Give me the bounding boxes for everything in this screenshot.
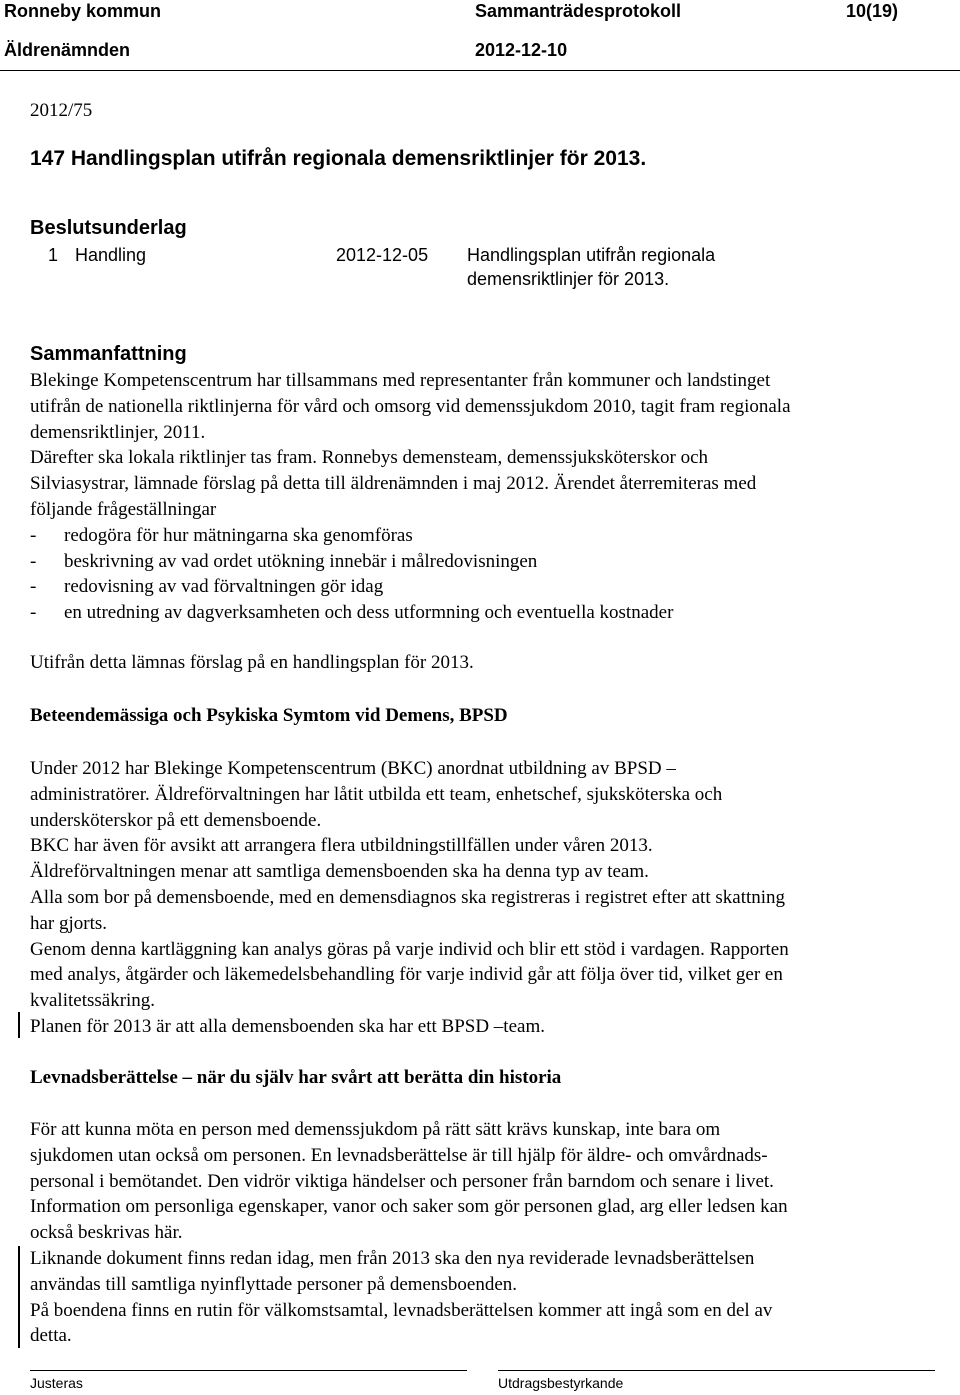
header-divider bbox=[0, 70, 960, 71]
basis-item-type: Handling bbox=[75, 245, 147, 265]
footer-rule-right bbox=[498, 1370, 935, 1371]
bullet-text: redovisning av vad förvaltningen gör idag bbox=[64, 576, 384, 598]
bpsd-heading: Beteendemässiga och Psykiska Symtom vid Demens, BPSD bbox=[30, 705, 508, 726]
bpsd-line: har gjorts. bbox=[30, 912, 108, 934]
life-story-line: För att kunna möta en person med demenssjukdom på rätt sätt krävs kunskap, inte bara om bbox=[30, 1119, 721, 1140]
summary-heading: Sammanfattning bbox=[30, 343, 187, 365]
bullet-marker: - bbox=[30, 576, 37, 598]
bpsd-line: administratörer. Äldreförvaltningen har låtit utbilda ett team, enhetschef, sjuksköterska och bbox=[30, 783, 723, 805]
header-doc-type: Sammanträdesprotokoll bbox=[475, 1, 682, 21]
bullet-item bbox=[30, 600, 791, 626]
bullet-marker: - bbox=[30, 550, 37, 572]
bullet-item bbox=[30, 549, 791, 575]
life-story-heading: Levnadsberättelse – när du själv har svårt att berätta din historia bbox=[30, 1067, 562, 1088]
bpsd-line: BKC har även för avsikt att arrangera flera utbildningstillfällen under våren 2013. bbox=[30, 835, 653, 857]
bullet-text: en utredning av dagverksamheten och dess utformning och eventuella kostnader bbox=[64, 602, 674, 624]
case-number: 2012/75 bbox=[30, 100, 93, 121]
bullet-marker: - bbox=[30, 524, 37, 546]
bullet-text: beskrivning av vad ordet utökning innebär i målredovisningen bbox=[64, 550, 538, 572]
bpsd-line: Planen för 2013 är att alla demensboenden ska har ett BPSD –team. bbox=[30, 1015, 545, 1037]
footer-utdragsbestyrkande: Utdragsbestyrkande bbox=[498, 1375, 624, 1391]
bpsd-line: Äldreförvaltningen menar att samtliga demensboenden ska ha denna typ av team. bbox=[30, 861, 649, 883]
bullet-text: redogöra för hur mätningarna ska genomföras bbox=[64, 524, 413, 546]
life-story-line: På boendena finns en rutin för välkomstsamtal, levnadsberättelsen kommer att ingå som en del av bbox=[30, 1299, 773, 1321]
bpsd-line: undersköterskor på ett demensboende. bbox=[30, 809, 322, 831]
summary-line: Därefter ska lokala riktlinjer tas fram. Ronnebys demensteam, demenssjuksköterskor och bbox=[30, 447, 708, 469]
summary-line: Silviasystrar, lämnade förslag på detta till äldrenämnden i maj 2012. Ärendet återremiteras med bbox=[30, 473, 757, 495]
revision-bar bbox=[18, 1246, 20, 1348]
life-story-line: också beskrivas här. bbox=[30, 1222, 183, 1244]
revision-bar bbox=[18, 1012, 20, 1038]
summary-line: följande frågeställningar bbox=[30, 498, 217, 520]
bpsd-line: Genom denna kartläggning kan analys göras på varje individ och blir ett stöd i vardagen. Rapporten bbox=[30, 938, 789, 960]
footer-justeras: Justeras bbox=[30, 1375, 83, 1391]
header-org: Ronneby kommun bbox=[4, 1, 162, 21]
basis-item-number: 1 bbox=[48, 245, 59, 265]
bpsd-line: Under 2012 har Blekinge Kompetenscentrum (BKC) anordnat utbildning av BPSD – bbox=[30, 758, 676, 779]
bpsd-line: kvalitetssäkring. bbox=[30, 990, 156, 1012]
bullet-item bbox=[30, 574, 791, 600]
life-story-line: Liknande dokument finns redan idag, men från 2013 ska den nya reviderade levnadsberättelsen bbox=[30, 1247, 755, 1269]
basis-item-date: 2012-12-05 bbox=[336, 245, 429, 265]
page-title: 147 Handlingsplan utifrån regionala demensriktlinjer för 2013. bbox=[30, 147, 647, 170]
header-date: 2012-12-10 bbox=[475, 40, 568, 60]
header-board: Äldrenämnden bbox=[4, 40, 131, 60]
bullet-marker: - bbox=[30, 602, 37, 624]
basis-heading: Beslutsunderlag bbox=[30, 217, 187, 239]
summary-line: demensriktlinjer, 2011. bbox=[30, 421, 206, 443]
bpsd-text bbox=[30, 756, 789, 1040]
summary-line: Blekinge Kompetenscentrum har tillsammans med representanter från kommuner och landstinget bbox=[30, 370, 771, 391]
life-story-line: Information om personliga egenskaper, vanor och saker som gör personen glad, arg eller ledsen kan bbox=[30, 1196, 788, 1218]
summary-conclusion: Utifrån detta lämnas förslag på en handlingsplan för 2013. bbox=[30, 652, 474, 673]
bpsd-line: Alla som bor på demensboende, med en demensdiagnos ska registreras i registret efter att skattning bbox=[30, 886, 786, 908]
basis-item-description-cont: demensriktlinjer för 2013. bbox=[467, 269, 670, 289]
bullet-item bbox=[30, 523, 791, 549]
life-story-line: användas till samtliga nyinflyttade personer på demensboenden. bbox=[30, 1273, 517, 1295]
life-story-line: detta. bbox=[30, 1325, 72, 1347]
life-story-line: sjukdomen utan också om personen. En levnadsberättelse är till hjälp för äldre- och omvårdnads- bbox=[30, 1144, 768, 1166]
life-story-line: personal i bemötandet. Den vidrör viktiga händelser och personer från barndom och senare i livet. bbox=[30, 1170, 774, 1192]
summary-text bbox=[30, 368, 791, 626]
footer-rule-left bbox=[30, 1370, 467, 1371]
basis-item-description: Handlingsplan utifrån regionala bbox=[467, 245, 716, 265]
life-story-text bbox=[30, 1117, 788, 1349]
header-page-number: 10(19) bbox=[846, 1, 899, 21]
bpsd-line: med analys, åtgärder och läkemedelsbehandling för varje individ går att följa över tid, vilket ger en bbox=[30, 964, 783, 986]
summary-line: utifrån de nationella riktlinjerna för vård och omsorg vid demenssjukdom 2010, tagit fram regionala bbox=[30, 395, 791, 417]
